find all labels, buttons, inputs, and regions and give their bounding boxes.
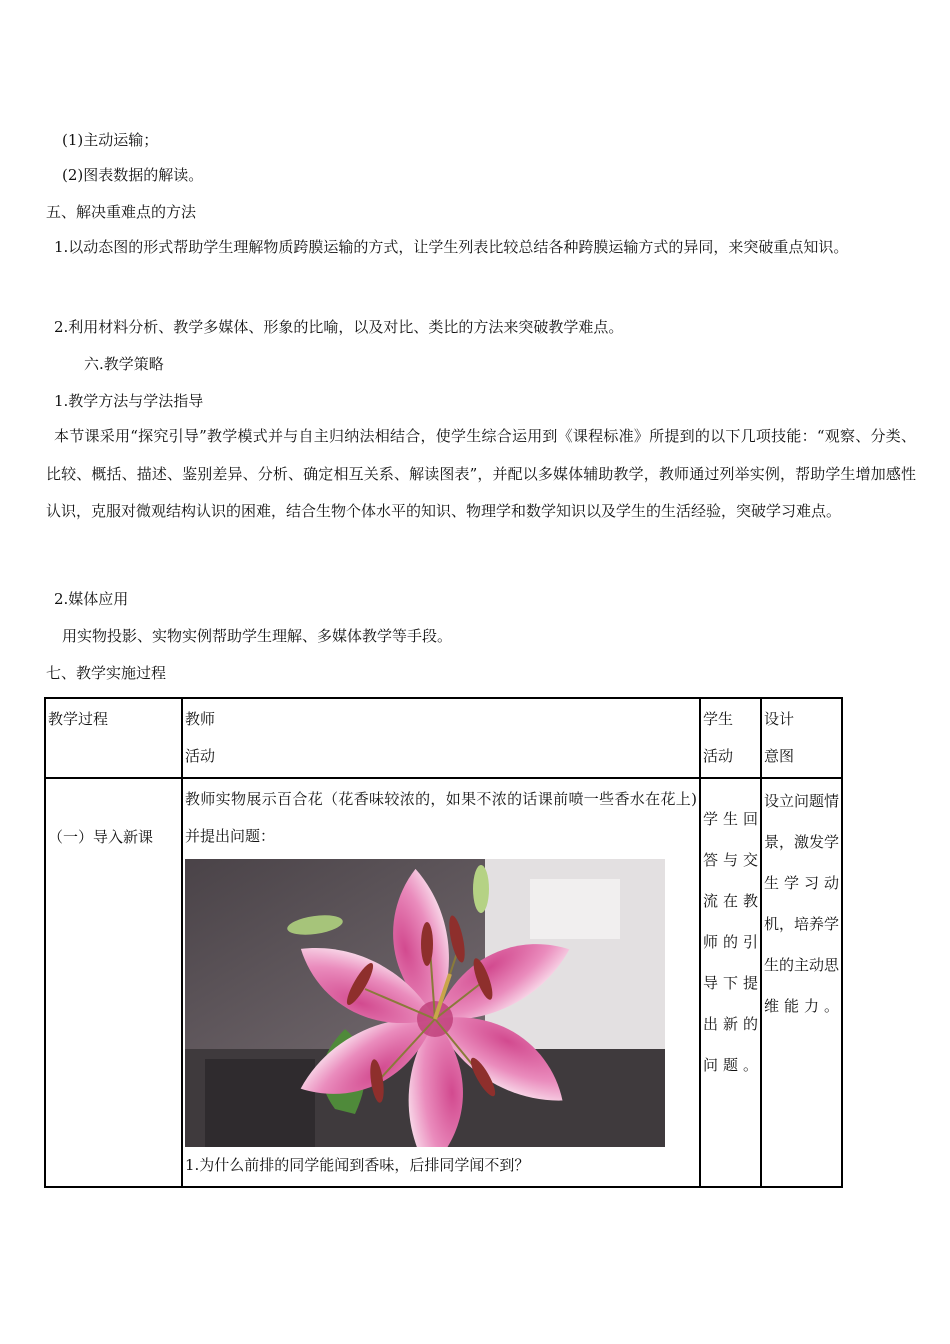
lily-flower-photo (185, 859, 665, 1147)
cell-teacher: 教师实物展示百合花（花香味较浓的，如果不浓的话课前喷一些香水在花上)并提出问题： 1.为什么前排的同学能闻到香味，后排同学闻不到？ (182, 778, 700, 1187)
cell-process: （一）导入新课 (45, 778, 182, 1187)
teaching-process-table (44, 697, 843, 1188)
header-teacher: 教师 活动 (182, 698, 700, 778)
subitem-active-transport: (1)主动运输； (62, 131, 159, 149)
cell-student: 学生回答与交流在教师的引导下提出新的问题。 (700, 778, 761, 1187)
header-process: 教学过程 (45, 698, 182, 778)
section-heading-5: 五、解决重难点的方法 (46, 203, 197, 221)
subheading-media: 2.媒体应用 (54, 590, 129, 608)
subitem-chart-reading: (2)图表数据的解读。 (62, 166, 204, 184)
cell-design: 设立问题情景，激发学生学习动机，培养学生的主动思维能力。 (761, 778, 842, 1187)
section-heading-7: 七、教学实施过程 (46, 664, 167, 682)
header-design: 设计 意图 (761, 698, 842, 778)
paragraph-media: 用实物投影、实物实例帮助学生理解、多媒体教学等手段。 (62, 627, 453, 645)
paragraph-method-2: 2.利用材料分析、教学多媒体、形象的比喻，以及对比、类比的方法来突破教学难点。 (54, 318, 624, 336)
table-header-row (45, 698, 842, 778)
table-row (45, 778, 842, 1187)
paragraph-method-1: 1.以动态图的形式帮助学生理解物质跨膜运输的方式，让学生列表比较总结各种跨膜运输方式的异同，来突破重点知识。 (54, 238, 849, 256)
section-heading-6: 六.教学策略 (84, 355, 164, 373)
header-student: 学生 活动 (700, 698, 761, 778)
subheading-teaching-method: 1.教学方法与学法指导 (54, 392, 204, 410)
paragraph-strategy: 本节课采用“探究引导”教学模式并与自主归纳法相结合，使学生综合运用到《课程标准》所提到的以下几项技能：“观察、分类、比较、概括、描述、鉴别差异、分析、确定相互关系、解读图表”，并配以多媒体辅助教学，教师通过列举实例，帮助学生增加感性认识，克服对微观结构认识的困难，结合生物个体水平的知识、物理学和数学知识以及学生的生活经验，突破学习难点。 (46, 427, 916, 520)
